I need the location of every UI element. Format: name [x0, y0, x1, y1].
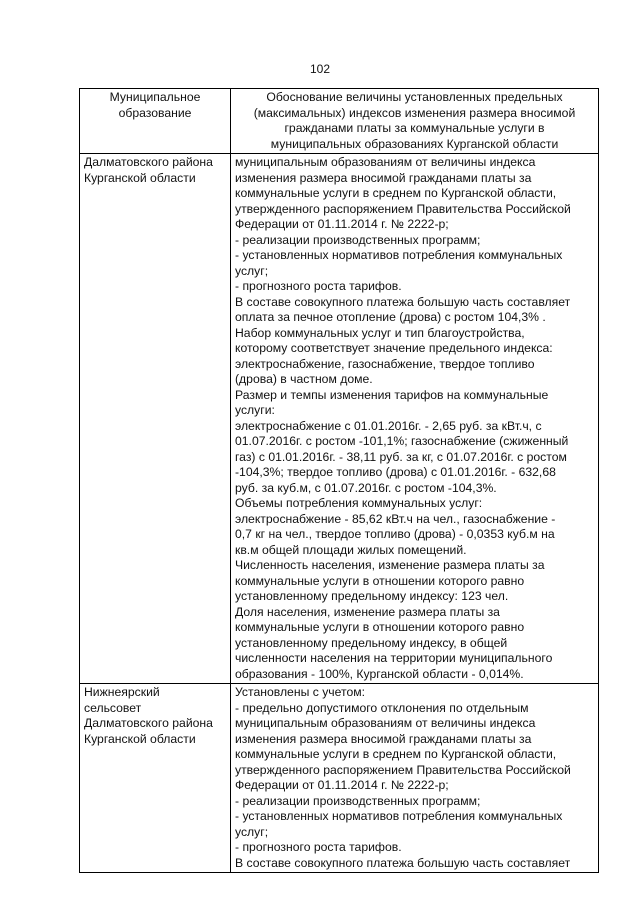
header-justification-line: гражданами платы за коммунальные услуги в: [284, 121, 545, 135]
table-row: [80, 684, 599, 873]
justification-line: - установленных нормативов потребления коммунальных: [235, 248, 563, 262]
justification-line: - реализации производственных программ;: [235, 232, 481, 247]
justification-line: руб. за куб.м, с 01.07.2016г. с ростом -104,3%.: [235, 480, 497, 495]
justification-cell: [231, 154, 599, 684]
header-municipality: [80, 89, 231, 154]
justification-line: установленному предельному индексу, в общей: [235, 635, 508, 650]
justification-line: (дрова) в частном доме.: [235, 372, 373, 386]
justification-cell: [231, 684, 599, 873]
justification-line: - реализации производственных программ;: [235, 793, 481, 808]
justification-line: которому соответствует значение предельного индекса:: [235, 341, 553, 355]
justification-line: Размер и темпы изменения тарифов на коммунальные: [235, 387, 549, 402]
header-justification-line: (максимальных) индексов изменения размера вносимой: [253, 105, 576, 120]
justification-line: кв.м общей площади жилых помещений.: [235, 542, 467, 557]
justification-line: - установленных нормативов потребления коммунальных: [235, 809, 563, 823]
justification-line: установленному предельному индексу: 123 чел.: [235, 589, 509, 603]
municipality-line: Далматовского района: [84, 155, 213, 169]
municipality-line: сельсовет: [84, 700, 142, 715]
municipality-cell: [80, 684, 231, 873]
justification-line: Набор коммунальных услуг и тип благоустройства,: [235, 325, 525, 340]
justification-line: Установлены с учетом:: [235, 685, 365, 699]
page-number: 102: [309, 62, 331, 76]
justification-line: коммунальные услуги в отношении которого равно: [235, 620, 525, 634]
municipality-line: Далматовского района: [84, 716, 213, 730]
municipality-line: Курганской области: [84, 170, 196, 185]
justification-line: услуг;: [235, 263, 269, 278]
justification-line: В составе совокупного платежа большую часть составляет: [235, 294, 571, 309]
justification-line: - прогнозного роста тарифов.: [235, 279, 402, 293]
municipality-line: Курганской области: [84, 731, 196, 746]
justification-line: 01.07.2016г. с ростом -101,1%; газоснабжение (сжиженный: [235, 434, 569, 448]
municipality-cell: [80, 154, 231, 684]
justification-line: коммунальные услуги в среднем по Курганской области,: [235, 747, 557, 761]
justification-line: Численность населения, изменение размера платы за: [235, 558, 545, 572]
header-municipality-line: образование: [118, 105, 192, 120]
justification-line: услуг;: [235, 824, 269, 839]
justification-line: изменения размера вносимой гражданами платы за: [235, 170, 532, 185]
justification-line: оплата за печное отопление (дрова) с ростом 104,3% .: [235, 310, 546, 324]
justification-line: -104,3%; твердое топливо (дрова) с 01.01.2016г. - 632,68: [235, 465, 556, 479]
justification-line: услуги:: [235, 403, 275, 417]
justification-line: 0,7 кг на чел., твердое топливо (дрова) - 0,0353 куб.м на: [235, 527, 555, 541]
justification-line: коммунальные услуги в отношении которого равно: [235, 573, 525, 588]
justification-line: электроснабжение с 01.01.2016г. - 2,65 руб. за кВт.ч, с: [235, 418, 542, 433]
justification-line: муниципальным образованиям от величины индекса: [235, 155, 536, 169]
justification-line: утвержденного распоряжением Правительства Российской: [235, 762, 571, 777]
justification-line: утвержденного распоряжением Правительства Российской: [235, 201, 571, 216]
header-justification-line: муниципальных образованиях Курганской области: [270, 136, 559, 151]
justification-line: электроснабжение, газоснабжение, твердое топливо: [235, 356, 535, 371]
justification-line: - предельно допустимого отклонения по отдельным: [235, 700, 529, 715]
header-justification: [231, 89, 599, 154]
table-header-row: [80, 89, 599, 154]
justification-line: электроснабжение - 85,62 кВт.ч на чел., газоснабжение -: [235, 511, 556, 526]
justification-line: численности населения на территории муниципального: [235, 651, 553, 665]
justification-line: коммунальные услуги в среднем по Курганской области,: [235, 186, 557, 200]
municipal-index-table: [79, 88, 599, 873]
justification-line: - прогнозного роста тарифов.: [235, 840, 402, 854]
justification-line: Федерации от 01.11.2014 г. № 2222-р;: [235, 778, 449, 792]
table-row: [80, 154, 599, 684]
header-justification-line: Обоснование величины установленных предельных: [266, 90, 563, 104]
justification-line: муниципальным образованиям от величины индекса: [235, 716, 536, 730]
justification-line: Доля населения, изменение размера платы за: [235, 604, 500, 619]
justification-line: газ) с 01.01.2016г. - 38,11 руб. за кг, с 01.07.2016г. с ростом: [235, 449, 567, 464]
header-municipality-line: Муниципальное: [109, 90, 201, 104]
justification-line: Объемы потребления коммунальных услуг:: [235, 496, 483, 510]
justification-line: Федерации от 01.11.2014 г. № 2222-р;: [235, 217, 449, 231]
municipality-line: Нижнеярский: [84, 685, 160, 699]
justification-line: изменения размера вносимой гражданами платы за: [235, 731, 532, 746]
justification-line: В составе совокупного платежа большую часть составляет: [235, 855, 571, 870]
justification-line: образования - 100%, Курганской области - 0,014%.: [235, 666, 524, 681]
